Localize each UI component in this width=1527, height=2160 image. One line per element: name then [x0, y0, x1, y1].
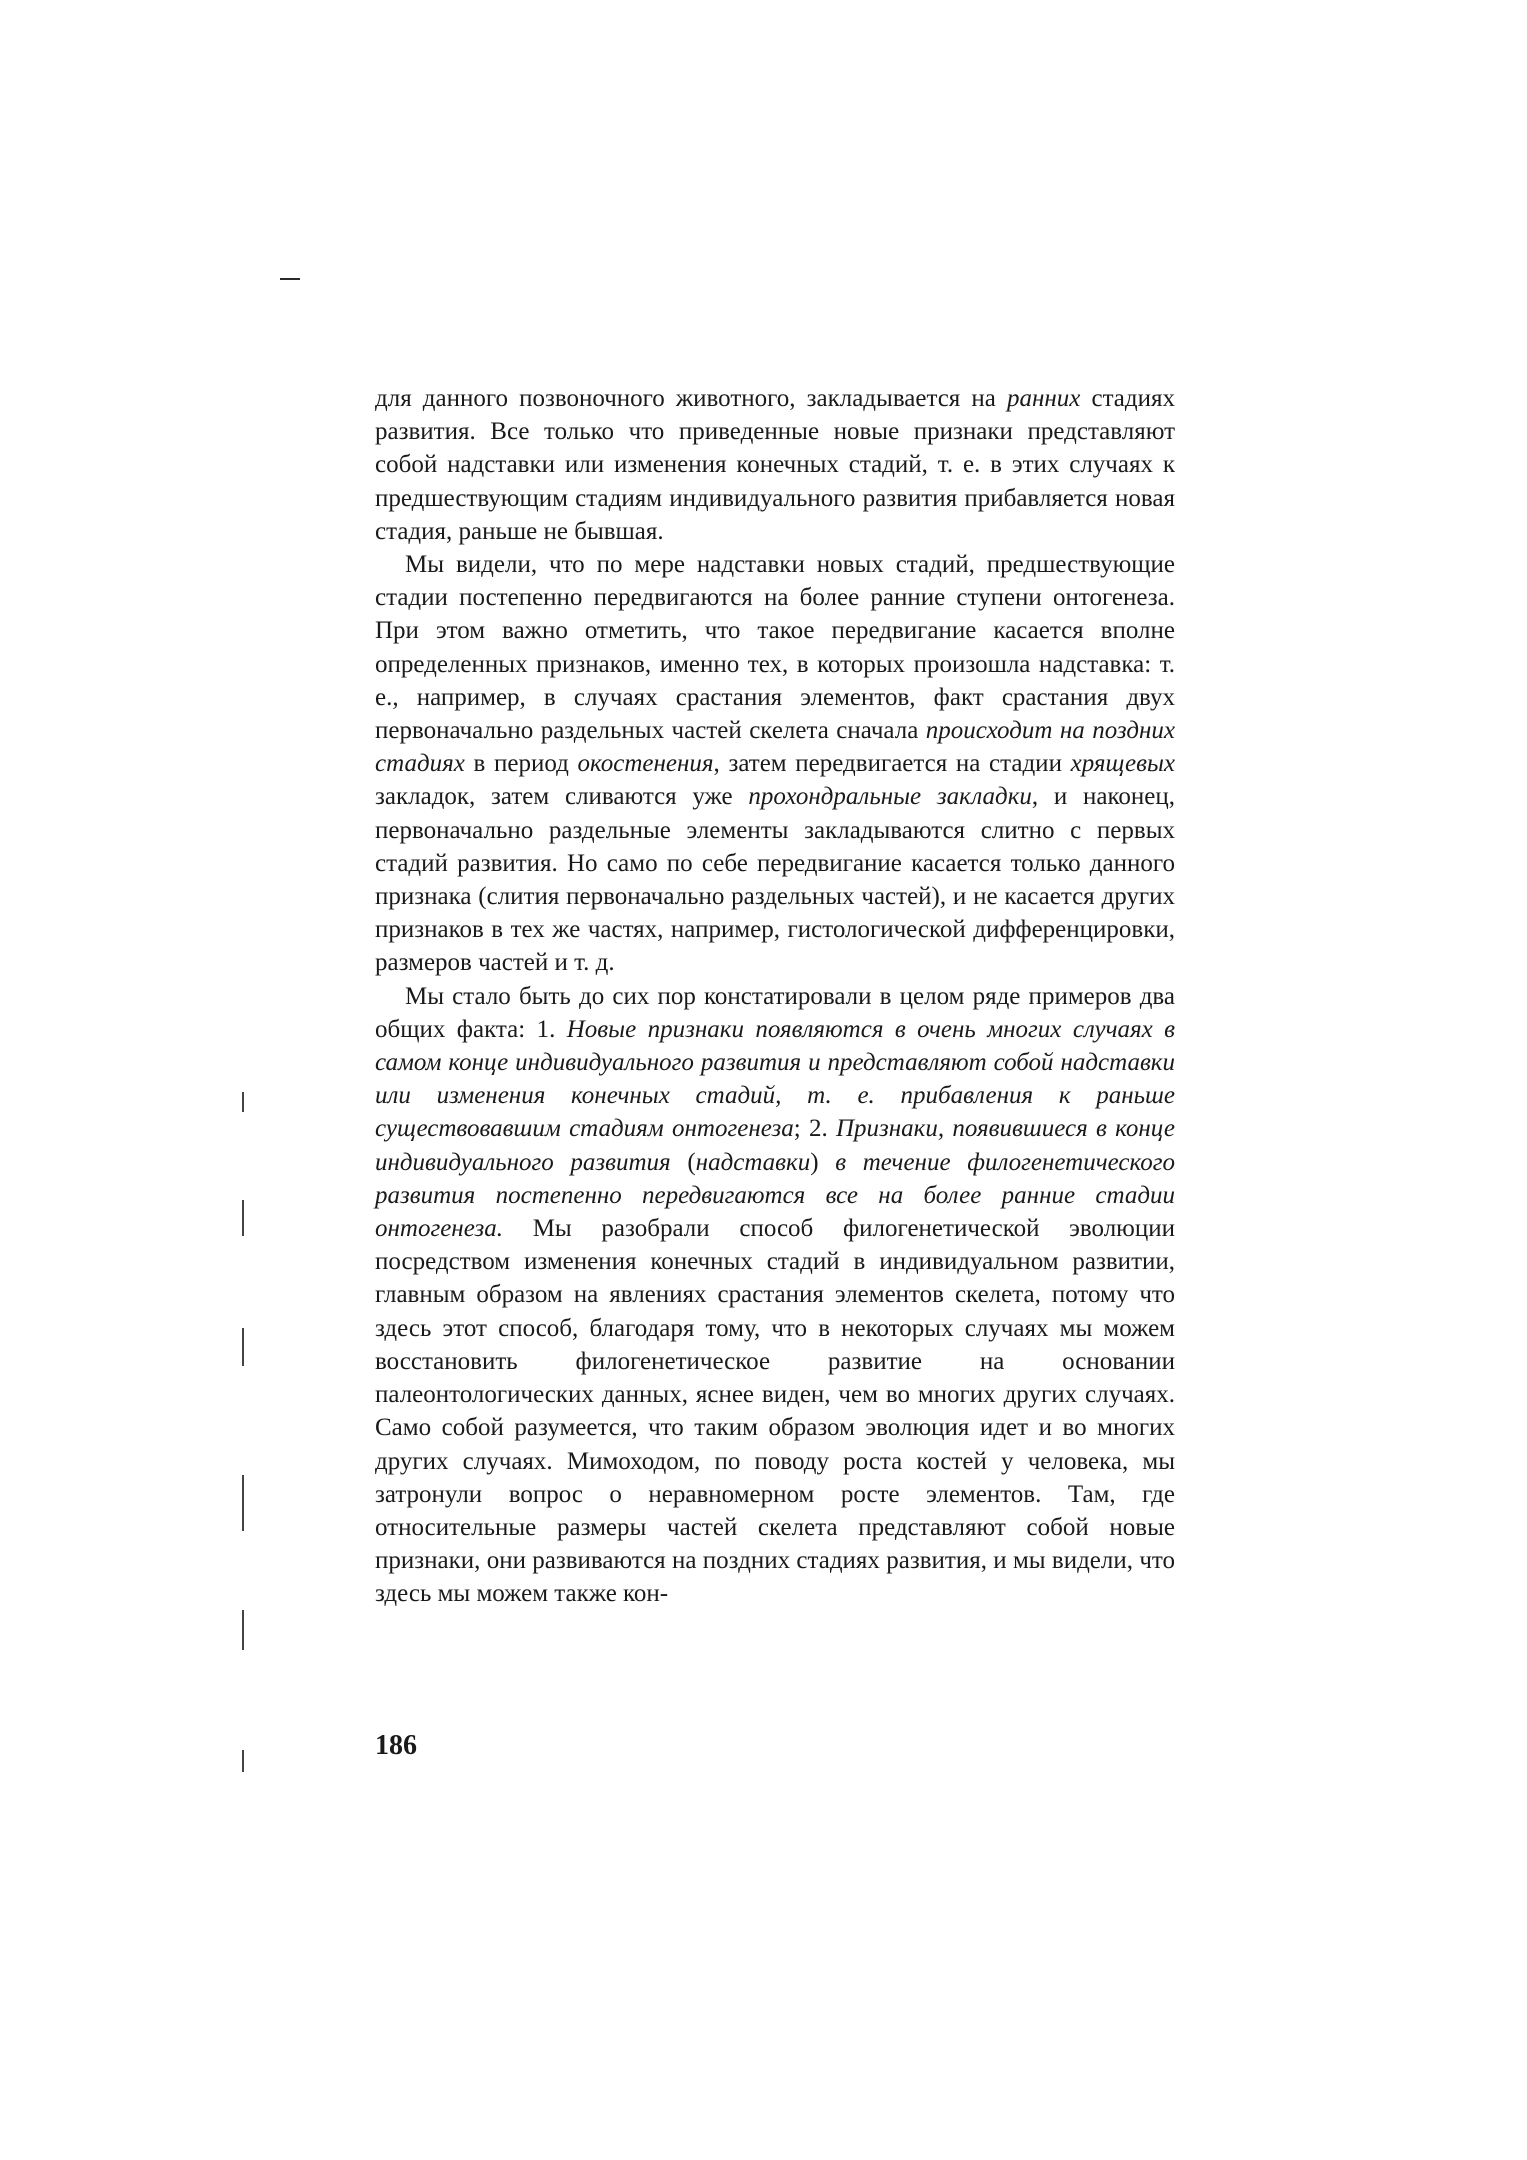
italic-run: надставки — [695, 1148, 811, 1176]
scan-artifact-line — [242, 1475, 244, 1531]
text-run: , затем передвигается на стадии — [713, 750, 1071, 778]
paragraph — [375, 382, 1175, 548]
scan-artifact-line — [242, 1750, 244, 1772]
scan-artifact-dash — [280, 278, 300, 280]
italic-run: в течение филогенетического развития постепенно передвигаются все на более ранние стадии онтогенеза. — [375, 1148, 1176, 1243]
paragraph — [375, 548, 1175, 980]
text-run: ( — [670, 1148, 696, 1176]
text-run: , и наконец, первоначально раздельные элементы закладываются слитно с первых стадий развития. Но само по себе передвигание касается только данного признака (слития первоначально раздельных частей), и не касается других признаков в тех же частях, например, гистологической дифференцировки, размеров частей и т. д. — [375, 783, 1175, 977]
italic-run: происходит на поздних стадиях — [375, 717, 1175, 778]
text-run: для данного позвоночного животного, закладывается на — [375, 385, 1007, 412]
italic-run: хрящевых — [1070, 750, 1175, 778]
paragraph — [375, 980, 1175, 1611]
text-run: Мы стало быть до сих пор констатировали в целом ряде примеров два общих факта: 1. — [375, 982, 1175, 1043]
text-run: ) — [810, 1148, 836, 1176]
page-number: 186 — [375, 1730, 417, 1761]
italic-run: ранних — [1006, 385, 1081, 412]
text-run: Мы видели, что по мере надставки новых стадий, предшествующие стадии постепенно передвигаются на более ранние ступени онтогенеза. При этом важно отметить, что такое передвигание касается вполне определенных признаков, именно тех, в которых произошла надставка: т. е., например, в случаях срастания элементов, факт срастания двух первоначально раздельных частей скелета сначала — [375, 551, 1175, 745]
italic-run: Новые признаки появляются в очень многих случаях в самом конце индивидуального развития и представляют собой надставки или изменения конечных стадий, т. е. прибавления к раньше существовавшим стадиям онтогенеза — [375, 1015, 1176, 1143]
scan-artifact-line — [242, 1200, 244, 1236]
scan-artifact-line — [242, 1610, 244, 1650]
italic-run: Признаки, появившиеся в конце индивидуального развития — [375, 1115, 1175, 1176]
text-run: Мы разобрали способ филогенетической эволюции посредством изменения конечных стадий в индивидуальном развитии, главным образом на явлениях срастания элементов скелета, потому что здесь этот способ, благодаря тому, что в некоторых случаях мы можем восстановить филогенетическое развитие на основании палеонтологических данных, яснее виден, чем во многих других случаях. Само собой разумеется, что таким образом эволюция идет и во многих других случаях. Мимоходом, по поводу роста костей у человека, мы затронули вопрос о неравномерном росте элементов. Там, где относительные размеры частей скелета представляют собой новые признаки, они развиваются на поздних стадиях развития, и мы видели, что здесь мы можем также кон- — [375, 1215, 1175, 1608]
text-run: стадиях развития. Все только что приведенные новые признаки представляют собой надставки или изменения конечных стадий, т. е. в этих случаях к предшествующим стадиям индивидуального развития прибавляется новая стадия, раньше не бывшая. — [375, 385, 1175, 545]
italic-run: прохондральные закладки — [748, 783, 1032, 811]
scan-artifact-line — [242, 1092, 244, 1112]
scan-artifact-line — [242, 1328, 244, 1366]
text-run: ; 2. — [793, 1115, 836, 1143]
italic-run: окостенения — [577, 750, 714, 778]
body-text — [375, 382, 1175, 1611]
text-run: в период — [464, 750, 578, 778]
text-run: закладок, затем сливаются уже — [375, 783, 749, 811]
